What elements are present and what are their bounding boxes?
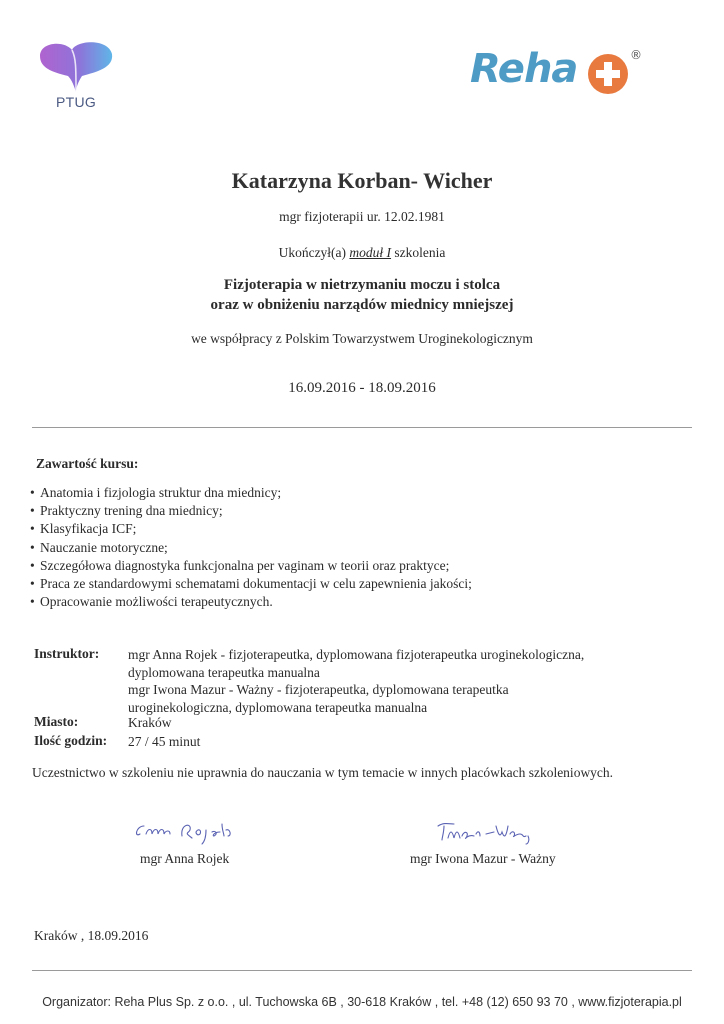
signature-mazur-icon xyxy=(434,818,574,846)
list-item: • Nauczanie motoryczne; xyxy=(30,539,472,557)
signature-block-mazur xyxy=(410,818,574,867)
list-item: • Klasyfikacja ICF; xyxy=(30,520,472,538)
reha-logo-text: Reha xyxy=(470,46,578,92)
completion-suffix: szkolenia xyxy=(391,245,446,260)
course-dates: 16.09.2016 - 18.09.2016 xyxy=(288,380,436,396)
completion-line xyxy=(0,245,724,261)
divider-bottom xyxy=(32,970,692,971)
course-title-line-1: Fizjoterapia w nietrzymaniu moczu i stolca xyxy=(223,277,501,293)
instructor-2 xyxy=(128,681,688,716)
city-label: Miasto: xyxy=(34,714,79,729)
city-value: Kraków xyxy=(128,715,172,730)
list-item: • Opracowanie możliwości terapeutycznych. xyxy=(30,593,472,611)
content-list xyxy=(30,484,472,611)
course-title xyxy=(0,275,724,315)
completion-prefix: Ukończył(a) xyxy=(278,245,350,260)
signature-rojek-icon xyxy=(130,818,260,846)
footer-organizer: Organizator: Reha Plus Sp. z o.o. , ul. Tuchowska 6B , 30-618 Kraków , tel. +48 (12) 650 93 70 , www.fizjoterapia.pl xyxy=(42,995,682,1009)
instructor-2-line-2: uroginekologiczna, dyplomowana terapeutka manualna xyxy=(128,699,428,715)
cooperation-line: we współpracy z Polskim Towarzystwem Uroginekologicznym xyxy=(191,331,533,346)
list-item: • Anatomia i fizjologia struktur dna miednicy; xyxy=(30,484,472,502)
instructor-1-line-2: dyplomowana terapeutka manualna xyxy=(128,664,320,680)
instructor-label: Instruktor: xyxy=(34,646,100,661)
ptug-logo-text: PTUG xyxy=(55,94,97,110)
degree-birthdate-line: mgr fizjoterapii ur. 12.02.1981 xyxy=(279,209,445,224)
instructor-1-line-1: mgr Anna Rojek - fizjoterapeutka, dyplomowana fizjoterapeutka uroginekologiczna, xyxy=(128,647,585,662)
signature-block-rojek xyxy=(130,818,260,867)
ptug-logo-mark-icon xyxy=(36,36,116,96)
place-and-date: Kraków , 18.09.2016 xyxy=(34,928,149,943)
reha-plus-logo xyxy=(470,46,652,102)
instructor-1 xyxy=(128,646,688,681)
instructor-2-line-1: mgr Iwona Mazur - Ważny - fizjoterapeutka, dyplomowana terapeutka xyxy=(128,682,509,697)
disclaimer: Uczestnictwo w szkoleniu nie uprawnia do nauczania w tym temacie w innych placówkach szkoleniowych. xyxy=(32,765,614,780)
hours-value: 27 / 45 minut xyxy=(128,734,201,749)
participant-name: Katarzyna Korban- Wicher xyxy=(231,168,493,193)
content-heading: Zawartość kursu: xyxy=(36,456,139,471)
divider-top xyxy=(32,427,692,428)
hours-label: Ilość godzin: xyxy=(34,733,108,748)
completion-module: moduł I xyxy=(349,245,392,260)
list-item: • Szczegółowa diagnostyka funkcjonalna per vaginam w teorii oraz praktyce; xyxy=(30,557,472,575)
signature-name-mazur: mgr Iwona Mazur - Ważny xyxy=(410,851,556,866)
ptug-logo xyxy=(36,36,116,118)
signature-name-rojek: mgr Anna Rojek xyxy=(140,851,230,866)
list-item: • Praca ze standardowymi schematami dokumentacji w celu zapewnienia jakości; xyxy=(30,575,472,593)
registered-mark: ® xyxy=(630,48,642,62)
course-title-line-2: oraz w obniżeniu narządów miednicy mniejszej xyxy=(210,297,514,313)
list-item: • Praktyczny trening dna miednicy; xyxy=(30,502,472,520)
reha-plus-badge-icon xyxy=(470,46,652,102)
